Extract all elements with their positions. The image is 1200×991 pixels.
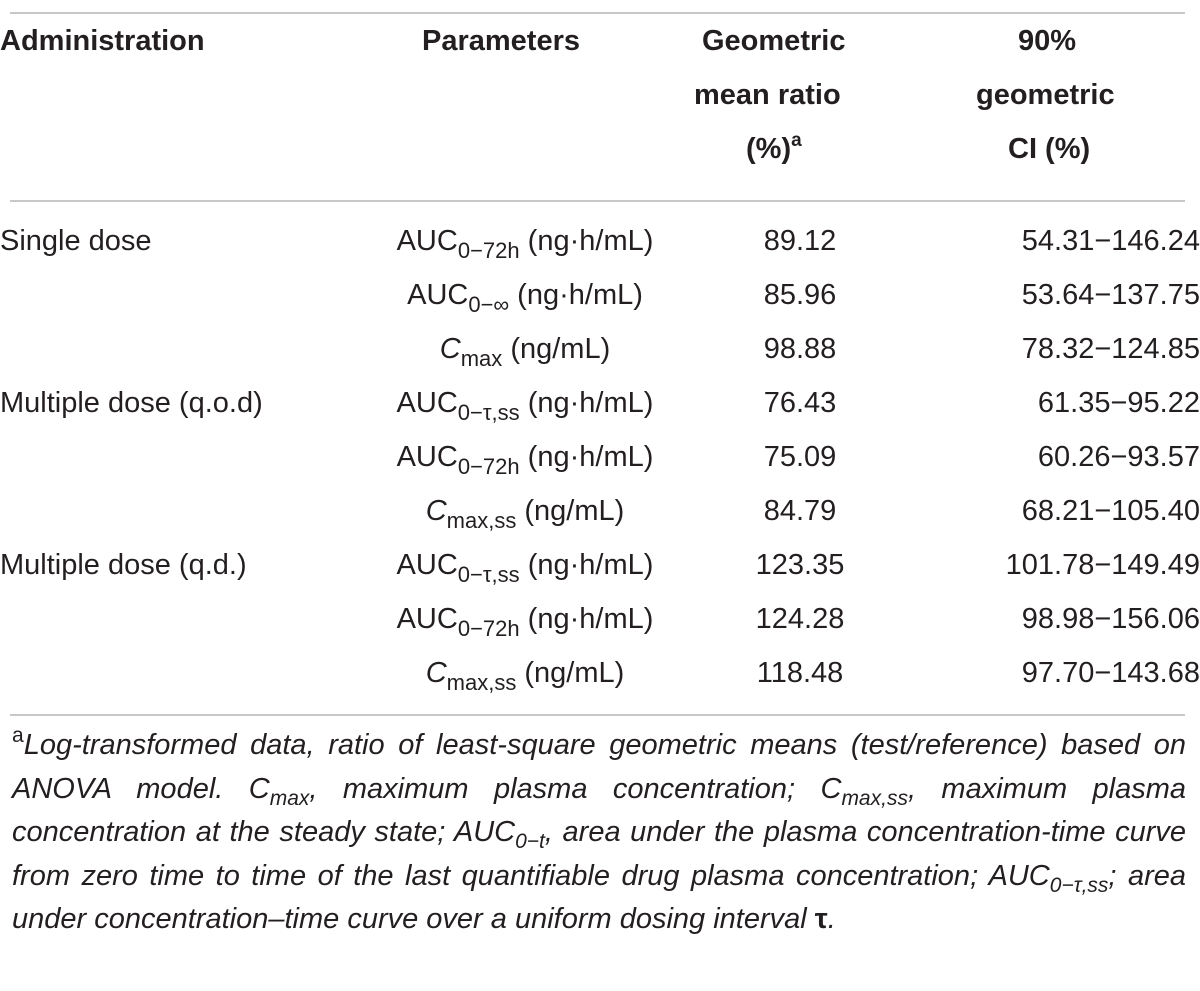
cell-administration	[0, 646, 360, 700]
cell-90-ci: 61.35−95.22	[1037, 387, 1200, 419]
cell-parameter: $AUC_{0-\infty}$ (ng·h/mL)	[407, 279, 643, 317]
header-parameters: Parameters	[422, 25, 580, 57]
cell-administration	[0, 592, 360, 646]
cell-administration: Single dose	[0, 225, 152, 257]
table-row	[0, 538, 1200, 592]
table-row	[0, 322, 1200, 376]
cell-parameter: $AUC_{0-\tau,ss}$ (ng·h/mL)	[396, 549, 654, 587]
table-row	[0, 430, 1200, 484]
cell-parameter: $C_{max,ss}$ (ng/mL)	[425, 495, 625, 533]
cell-parameter: $C_{max}$ (ng/mL)	[439, 333, 611, 371]
cell-geometric-mean-ratio: 124.28	[755, 603, 845, 635]
cell-geometric-mean-ratio: 98.88	[763, 333, 837, 365]
cell-90-ci: 78.32−124.85	[1021, 333, 1200, 365]
table-row	[0, 646, 1200, 700]
cell-90-ci: 97.70−143.68	[1021, 657, 1200, 689]
cell-parameter: $AUC_{0-72h}$ (ng·h/mL)	[396, 603, 654, 641]
cell-geometric-mean-ratio: 75.09	[763, 441, 837, 473]
header-90-ci: 90% geometric CI (%)	[976, 25, 1115, 165]
cell-parameter: $AUC_{0-72h}$ (ng·h/mL)	[396, 441, 654, 479]
cell-parameter: $C_{max,ss}$ (ng/mL)	[425, 657, 625, 695]
header-row	[0, 14, 1200, 200]
cell-administration	[0, 430, 360, 484]
cell-administration	[0, 484, 360, 538]
cell-90-ci: 68.21−105.40	[1021, 495, 1200, 527]
cell-90-ci: 53.64−137.75	[1021, 279, 1200, 311]
table-row	[0, 268, 1200, 322]
cell-administration	[0, 322, 360, 376]
cell-administration: Multiple dose (q.d.)	[0, 549, 247, 581]
table-row	[0, 484, 1200, 538]
cell-geometric-mean-ratio: 76.43	[763, 387, 837, 419]
cell-geometric-mean-ratio: 123.35	[755, 549, 845, 581]
header-administration: Administration	[0, 25, 205, 57]
cell-parameter: $AUC_{0-\tau,ss}$ (ng·h/mL)	[396, 387, 654, 425]
cell-90-ci: 98.98−156.06	[1021, 603, 1200, 635]
table-row	[0, 376, 1200, 430]
cell-parameter: $AUC_{0-72h}$ (ng·h/mL)	[396, 225, 654, 263]
bioequivalence-table	[0, 14, 1200, 700]
table-bottom-rule	[10, 714, 1185, 716]
table-row	[0, 200, 1200, 268]
cell-geometric-mean-ratio: 84.79	[763, 495, 837, 527]
cell-geometric-mean-ratio: 89.12	[763, 225, 837, 257]
cell-geometric-mean-ratio: 85.96	[763, 279, 837, 311]
table-row	[0, 592, 1200, 646]
header-geometric-mean-ratio: Geometric mean ratio (%)$^a$	[694, 25, 846, 165]
cell-geometric-mean-ratio: 118.48	[756, 657, 844, 689]
cell-administration: Multiple dose (q.o.d)	[0, 387, 263, 419]
cell-90-ci: 60.26−93.57	[1037, 441, 1200, 473]
table-footnote: $^a$Log-transformed data, ratio of least-square geometric means (test/reference) based on ANOVA model. $C_{max}$, maximum plasma concentration; $C_{max,ss}$, maximum plasma concentration at the steady state; $AUC_{0-t}$, area under the plasma concentration-time curve from zero time to time of the last quantifiable drug plasma concentration; $AUC_{0-\tau,ss}$; area under concentration–time curve over a uniform dosing interval τ.	[12, 724, 1187, 935]
table-body	[0, 200, 1200, 700]
cell-administration	[0, 268, 360, 322]
cell-90-ci: 54.31−146.24	[1021, 225, 1200, 257]
cell-90-ci: 101.78−149.49	[1005, 549, 1200, 581]
